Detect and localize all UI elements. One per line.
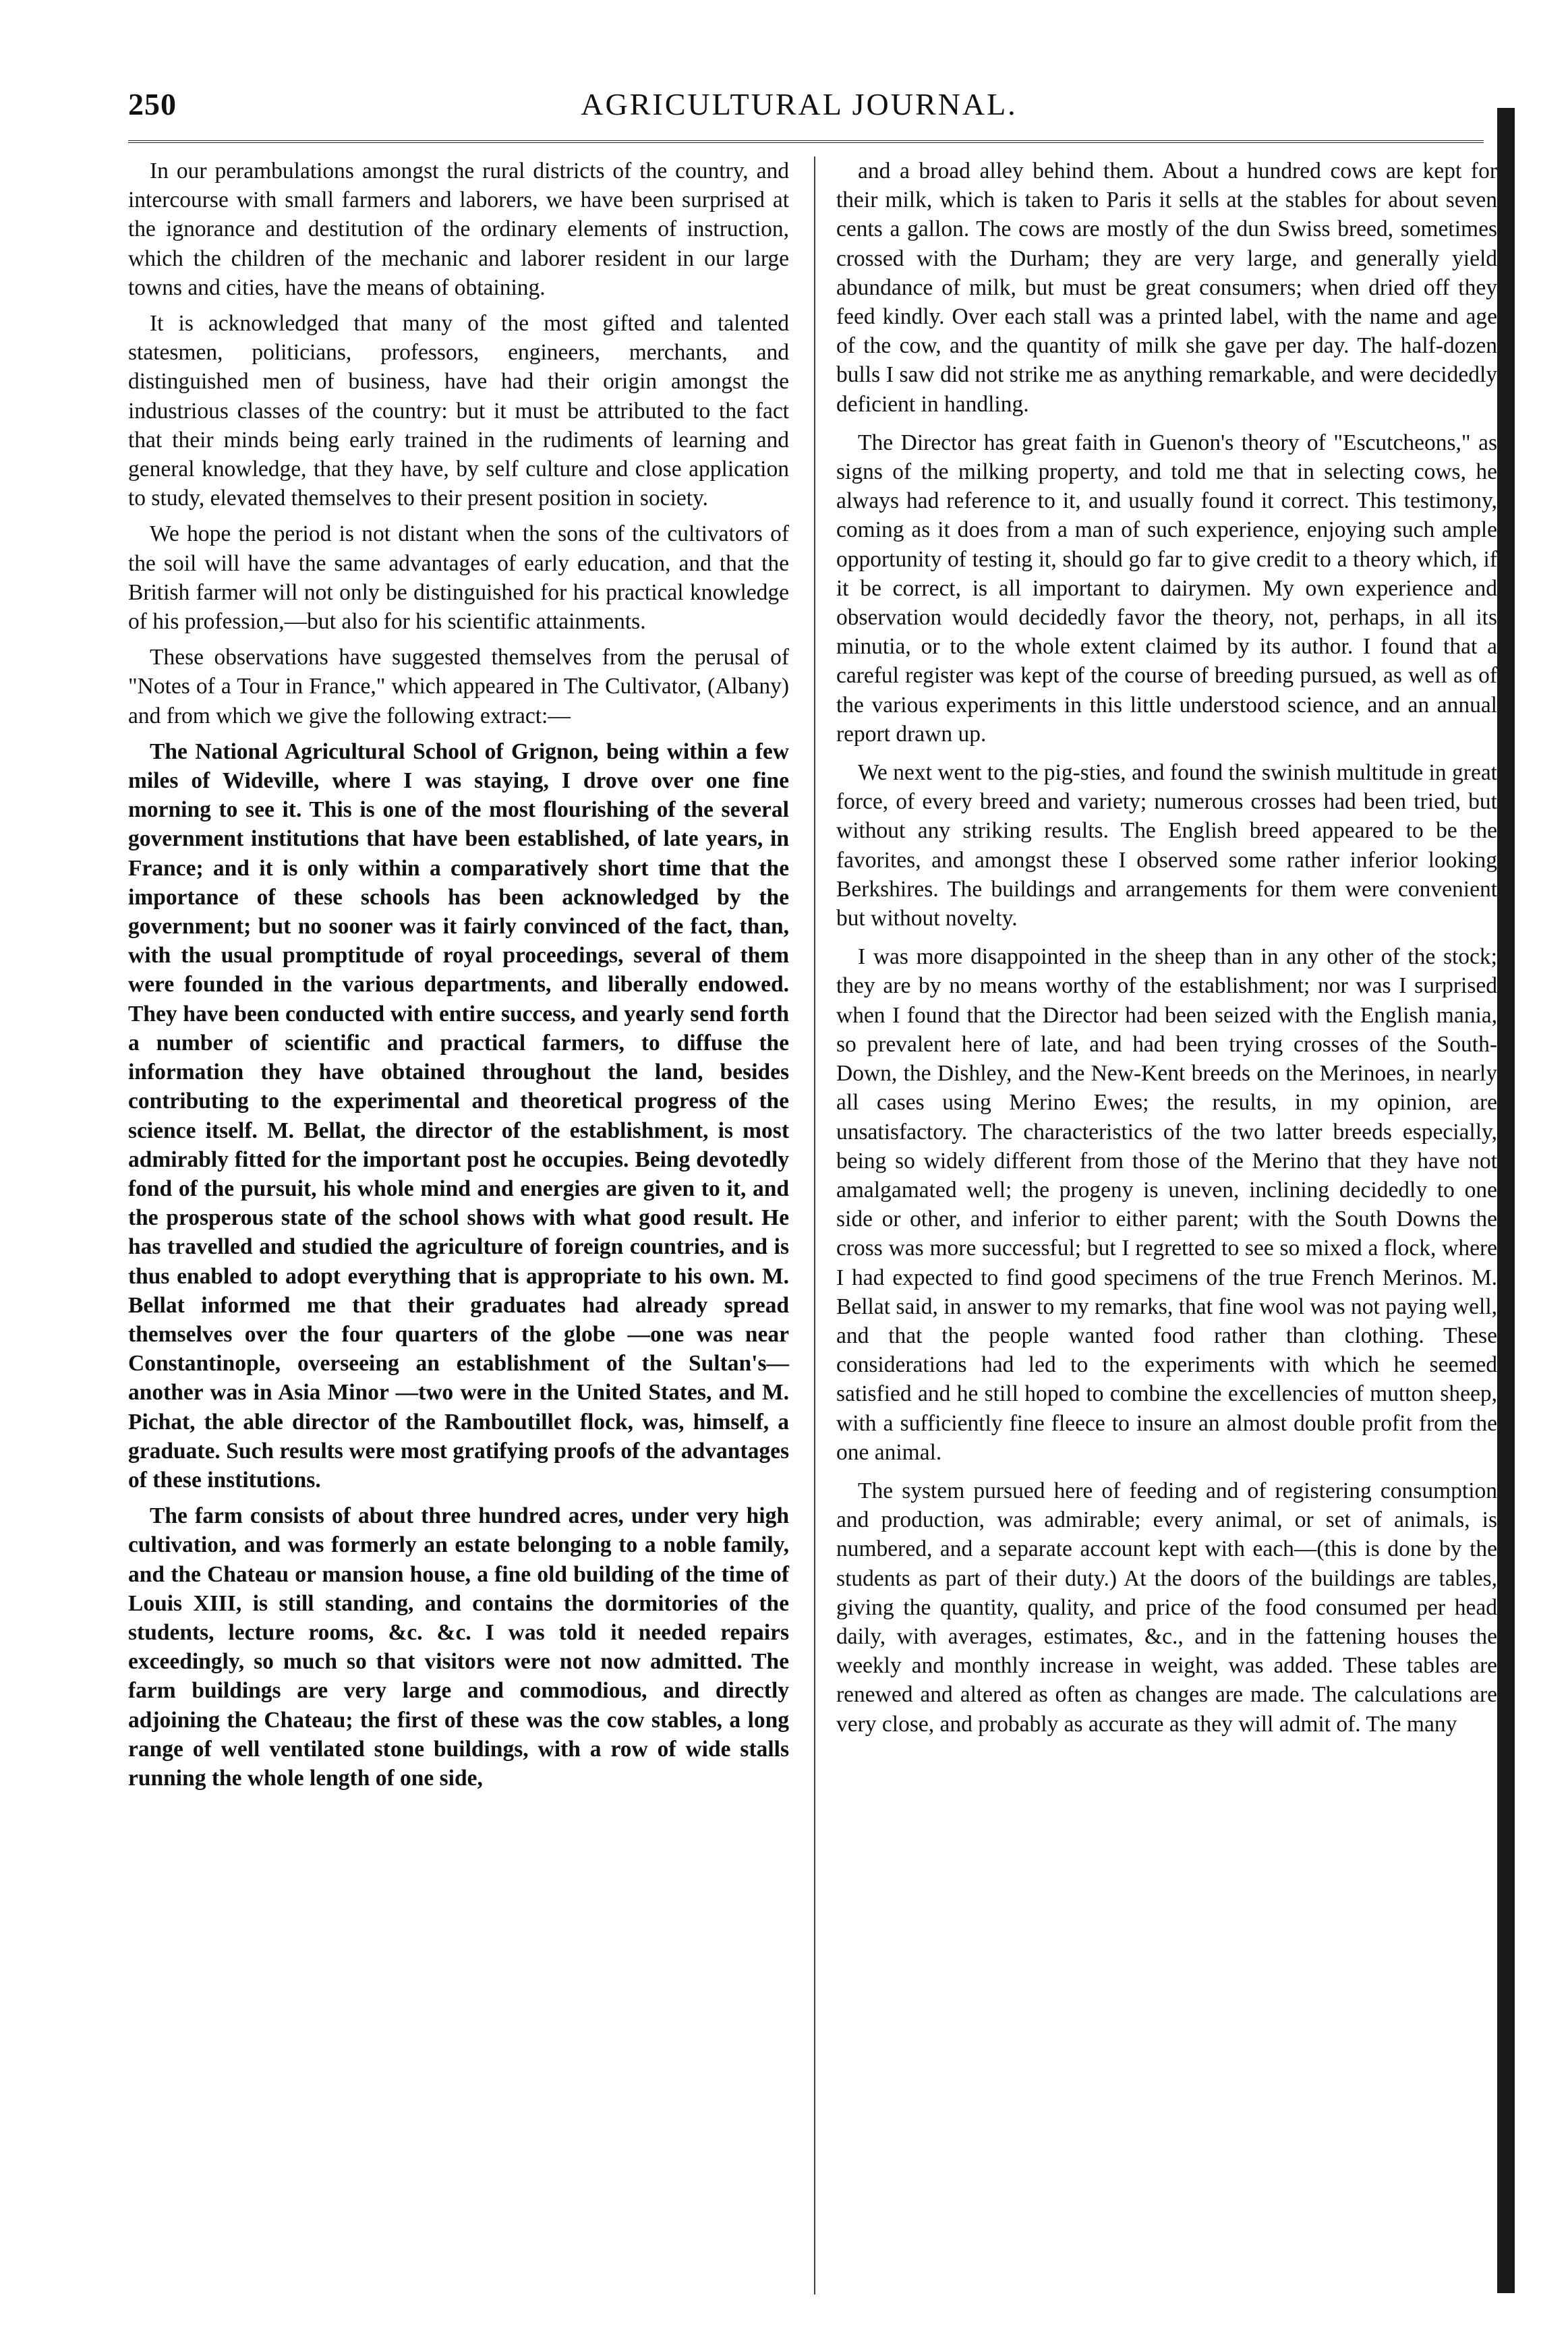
binding-edge: [1497, 108, 1515, 2293]
paragraph: The farm consists of about three hundred acres, under very high cultivation, and was formerly an estate belonging to a noble family, and the Chateau or mansion house, a fine old building of the time of Louis XIII, is still standing, and contains the dormitories of the students, lecture rooms, &c. &c. I was told it needed repairs exceedingly, so much so that visitors were not now admitted. The farm buildings are very large and commodious, and directly adjoining the Chateau; the first of these was the cow stables, a long range of well ventilated stone buildings, with a row of wide stalls running the whole length of one side,: [128, 1503, 789, 1791]
page-number: 250: [128, 87, 177, 121]
paragraph: I was more disappointed in the sheep than in any other of the stock; they are by no means worthy of the establishment; nor was I surprised when I found that the Director had been seized with the English mania, so prevalent here of late, and had been trying crosses of the South-Down, the Dishley, and the New-Kent breeds on the Merinoes, in nearly all cases using Merino Ewes; the results, in my opinion, are unsatisfactory. The characteristics of the two latter breeds especially, being so widely different from those of the Merino that they have not amalgamated well; the progeny is uneven, inclining decidedly to one side or other, and inferior to either parent; with the South Downs the cross was more successful; but I regretted to see so mixed a flock, where I had expected to find good specimens of the true French Merinos. M. Bellat said, in answer to my remarks, that fine wool was not paying well, and that the people wanted food rather than clothing. These considerations had led to the experiments with which he seemed satisfied and he still hoped to combine the excellencies of mutton sheep, with a sufficiently fine fleece to insure an almost double profit from the one animal.: [836, 944, 1497, 1465]
paragraph: The Director has great faith in Guenon's theory of "Escutcheons," as signs of the milking property, and told me that in selecting cows, he always had reference to it, and usually found it correct. This testimony, coming as it does from a man of such experience, enjoying such ample opportunity of testing it, should go far to give credit to a theory which, if it be correct, is all important to dairymen. My own experience and observation would decidedly favor the theory, not, perhaps, in all its minutia, or to the whole extent claimed by its author. I found that a careful register was kept of the course of breeding pursued, as well as of the various experiments in this little understood science, and an annual report drawn up.: [836, 430, 1497, 747]
paragraph: The system pursued here of feeding and of registering consumption and production, was admirable; every animal, or set of animals, is numbered, and a separate account kept with each—(this is done by the students as part of their duty.) At the doors of the buildings are tables, giving the quantity, quality, and price of the food consumed per head daily, with averages, estimates, &c., and in the fattening houses the weekly and monthly increase in weight, was added. These tables are renewed and altered as often as changes are made. The calculations are very close, and probably as accurate as they will admit of. The many: [836, 1478, 1497, 1737]
paragraph: These observations have suggested themselves from the perusal of "Notes of a Tour in France," which appeared in The Cultivator, (Albany) and from which we give the following extract:—: [128, 645, 789, 728]
paragraph: The National Agricultural School of Grignon, being within a few miles of Wideville, where I was staying, I drove over one fine morning to see it. This is one of the most flourishing of the several government institutions that have been established, of late years, in France; and it is only within a comparatively short time that the importance of these schools has been acknowledged by the government; but no sooner was it fairly convinced of the fact, than, with the usual promptitude of royal proceedings, several of them were founded in the various departments, and liberally endowed. They have been conducted with entire success, and yearly send forth a number of scientific and practical farmers, to diffuse the information they have obtained throughout the land, besides contributing to the experimental and theoretical progress of the science itself. M. Bellat, the director of the establishment, is most admirably fitted for the important post he occupies. Being devotedly fond of the pursuit, his whole mind and energies are given to it, and the prosperous state of the school shows with what good result. He has travelled and studied the agriculture of foreign countries, and is thus enabled to adopt everything that is appropriate to his own. M. Bellat informed me that their graduates had already spread themselves over the four quarters of the globe —one was near Constantinople, overseeing an establishment of the Sultan's—another was in Asia Minor —two were in the United States, and M. Pichat, the able director of the Ramboutillet flock, was, himself, a graduate. Such results were most gratifying proofs of the advantages of these institutions.: [128, 739, 789, 1493]
left-column: [128, 156, 789, 1799]
running-title: AGRICULTURAL JOURNAL.: [581, 87, 1018, 121]
right-column: [836, 156, 1497, 1745]
paragraph: It is acknowledged that many of the most gifted and talented statesmen, politicians, professors, engineers, merchants, and distinguished men of business, have had their origin amongst the industrious classes of the country: but it must be attributed to the fact that their minds being early trained in the rudiments of learning and general knowledge, that they have, by self culture and close application to study, elevated themselves to their present position in society.: [128, 311, 789, 511]
paragraph: We hope the period is not distant when the sons of the cultivators of the soil will have the same advantages of early education, and that the British farmer will not only be distinguished for his practical knowledge of his profession,—but also for his scientific attainments.: [128, 521, 789, 635]
paragraph: We next went to the pig-sties, and found the swinish multitude in great force, of every breed and variety; numerous crosses had been tried, but without any striking results. The English breed appeared to be the favorites, and amongst these I observed some rather inferior looking Berkshires. The buildings and arrangements for them were convenient but without novelty.: [836, 760, 1497, 931]
paragraph: In our perambulations amongst the rural districts of the country, and intercourse with small farmers and laborers, we have been surprised at the ignorance and destitution of the ordinary elements of instruction, which the children of the mechanic and laborer resident in our large towns and cities, have the means of obtaining.: [128, 158, 789, 300]
column-divider: [814, 156, 815, 2294]
page-header: [128, 86, 1470, 134]
header-rule: [128, 140, 1484, 143]
paragraph: and a broad alley behind them. About a hundred cows are kept for their milk, which is taken to Paris it sells at the stables for about seven cents a gallon. The cows are mostly of the dun Swiss breed, sometimes crossed with the Durham; they are very large, and generally yield abundance of milk, but must be great consumers; when dried off they feed kindly. Over each stall was a printed label, with the name and age of the cow, and the quantity of milk she gave per day. The half-dozen bulls I saw did not strike me as anything remarkable, and were decidedly deficient in handling.: [836, 158, 1497, 417]
